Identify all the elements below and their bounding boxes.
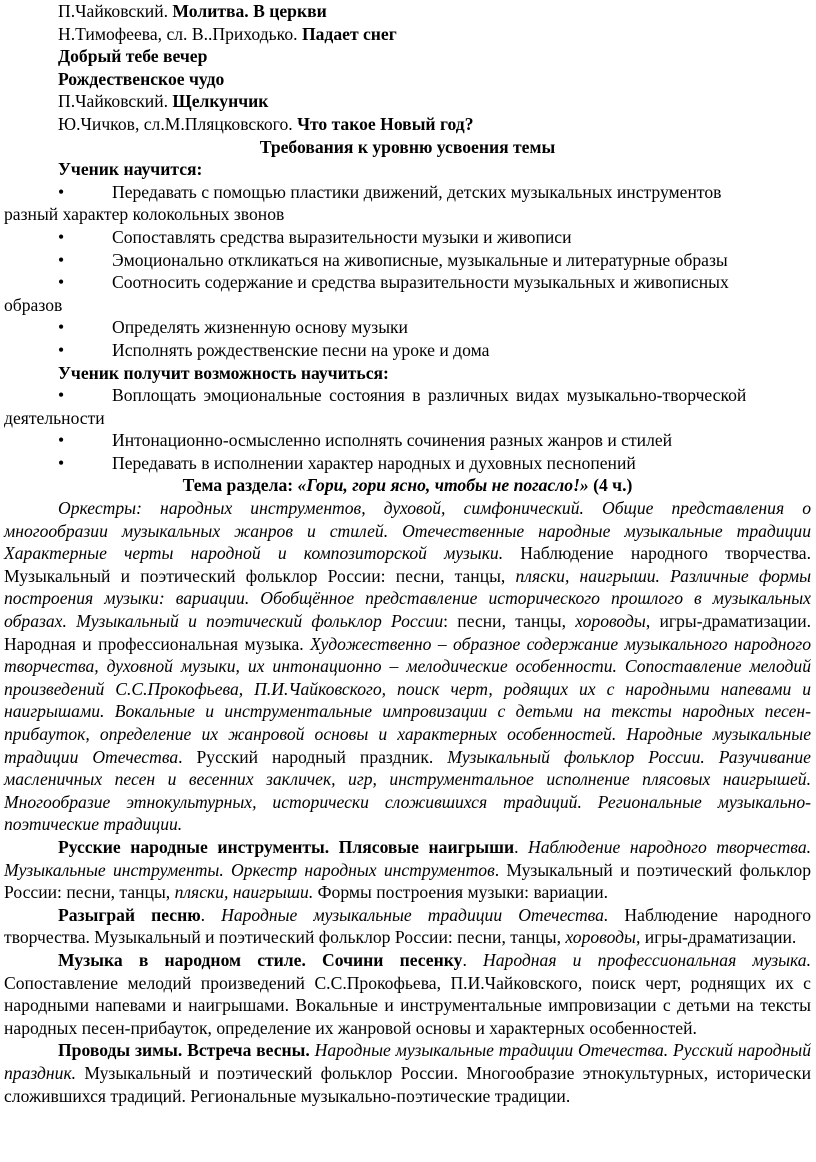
repertoire-list <box>4 0 811 136</box>
text-run: хороводы <box>575 611 646 632</box>
repertoire-item <box>4 68 811 91</box>
text-run: Формы построения музыки: вариации. <box>313 882 609 903</box>
text-run: пляски, наигрыши. <box>174 882 314 903</box>
lesson-title: Русские народные инструменты. Плясовые наигрыши <box>58 836 515 857</box>
repertoire-author: Ю.Чичков, сл.М.Пляцковского. <box>58 113 293 134</box>
lesson-title: Разыграй песню <box>58 904 201 925</box>
list-item: • Соотносить содержание и средства выразительности музыкальных и живописных образов <box>4 272 729 315</box>
lesson-title: Проводы зимы. Встреча весны. <box>58 1040 310 1061</box>
list-item: • Передавать в исполнении характер народных и духовных песнопений <box>58 452 636 473</box>
repertoire-title: Падает снег <box>301 23 397 44</box>
repertoire-title: Добрый тебе вечер <box>58 46 208 67</box>
section-intro-paragraph <box>4 497 811 836</box>
text-run: Народная и профессиональная музыка. <box>483 949 812 970</box>
text-run: , игры-драматизации. Народная и профессиональная музыка. <box>4 611 812 654</box>
repertoire-author: П.Чайковский. <box>58 91 169 112</box>
list-item: • Интонационно-осмысленно исполнять сочинения разных жанров и стилей <box>58 430 673 451</box>
student-learns-list <box>4 181 811 362</box>
text-run: . Музыкальный и поэтический фольклор России: песни, танцы, <box>4 859 812 903</box>
bullet-icon: • <box>58 317 65 338</box>
bullet-icon: • <box>58 272 65 293</box>
repertoire-title: Рождественское чудо <box>58 68 225 89</box>
bullet-icon: • <box>58 339 65 360</box>
text-run: Наблюдение народного творчества. Музыкальные инструменты. Оркестр народных инструментов <box>4 836 812 880</box>
list-item: • Воплощать эмоциональные состояния в различных видах музыкально-творческой деятельности <box>4 385 747 428</box>
repertoire-item <box>4 90 811 113</box>
text-run: Наблюдение народного творчества. Музыкальный и поэтический фольклор России: песни, танцы, <box>4 904 811 948</box>
text-run: игры-драматизации. <box>640 927 797 948</box>
text-run: Художественно – образное содержание музыкального народного творчества, духовной музыки, их интонационно – мелодические особенности. Сопоставление мелодий произведений С.С.Прокофьева, П.И.Чайковского, поиск черт, родящих их с народными напевами и наигрышами. Вокальные и инструментальные импровизации с детьми на тексты народных песен-прибауток, определение их жанровой основы и характерных особенностей. Народные музыкальные традиции Отечества <box>4 633 811 767</box>
student-learns-heading: Ученик научится: <box>58 159 203 180</box>
text-run: пляски, наигрыши. Различные формы построения музыки: вариации. Обобщённое представление исторического прошлого в музыкальных образах. Музыкальный и поэтический фольклор России <box>4 565 811 632</box>
text-run: . <box>462 949 484 970</box>
list-item: • Исполнять рождественские песни на уроке и дома <box>58 339 490 360</box>
list-item: • Передавать с помощью пластики движений, детских музыкальных инструментов разный характер колокольных звонов <box>4 181 722 225</box>
lesson-paragraph <box>4 949 811 1039</box>
text-run: Народные музыкальные традиции Отечества. Русский народный праздник. <box>4 1040 812 1083</box>
text-run: Сопоставление мелодий произведений С.С.Прокофьева, П.И.Чайковского, поиск черт, роднящих их с народными напевами и наигрышами. Вокальные и инструментальные импровизации с детьми на тексты народных песен-прибауток, определение их жанровой основы и характерных особенностей. <box>4 972 811 1038</box>
repertoire-item <box>4 113 811 136</box>
repertoire-author: П.Чайковский. <box>58 1 169 21</box>
text-run: Оркестры: народных инструментов, духовой, симфонический. Общие представления о многообразии музыкальных жанров и стилей. Отечественные народные музыкальные традиции Характерные черты народной и композиторской музыки. <box>4 498 811 564</box>
bullet-icon: • <box>58 249 65 270</box>
list-item: • Сопоставлять средства выразительности музыки и живописи <box>58 226 572 247</box>
repertoire-title: Молитва. В церкви <box>172 1 327 21</box>
text-run: Музыкальный и поэтический фольклор России. Многообразие этнокультурных, исторически сложившихся традиций. Региональные музыкально-поэтические традиции. <box>4 1062 811 1106</box>
bullet-icon: • <box>58 385 65 406</box>
text-run: Народные музыкальные традиции Отечества. <box>221 904 609 925</box>
list-item: • Определять жизненную основу музыки <box>58 317 408 338</box>
text-run: Музыкальный фольклор России. Разучивание масленичных песен и весенних закличек, игр, инструментальное исполнение плясовых наигрышей. Многообразие этнокультурных, исторически сложившихся традиций. Региональные музыкально-поэтические традиции. <box>4 746 811 835</box>
section-heading: Тема раздела: «Гори, гори ясно, чтобы не погасло!» (4 ч.) <box>182 475 633 496</box>
bullet-icon: • <box>58 452 65 473</box>
requirements-heading: Требования к уровню усвоения темы <box>259 136 556 157</box>
text-run: Наблюдение народного творчества. Музыкальный и поэтический фольклор России: песни, танцы, <box>4 543 811 586</box>
text-run: . Русский народный праздник. <box>178 746 448 767</box>
bullet-icon: • <box>58 226 65 247</box>
repertoire-title: Что такое Новый год? <box>297 113 474 134</box>
section-title: «Гори, гори ясно, чтобы не погасло!» <box>297 475 589 496</box>
student-opportunity-heading: Ученик получит возможность научиться: <box>58 362 389 383</box>
lesson-paragraph <box>4 836 811 904</box>
bullet-icon: • <box>58 181 65 202</box>
repertoire-item <box>4 45 811 68</box>
lesson-paragraph <box>4 904 811 949</box>
repertoire-title: Щелкунчик <box>172 91 269 112</box>
list-item: • Эмоционально откликаться на живописные, музыкальные и литературные образы <box>58 249 728 270</box>
student-opportunity-list <box>4 384 811 474</box>
repertoire-item <box>4 0 811 23</box>
text-run: : песни, танцы, <box>443 611 576 632</box>
lesson-title: Музыка в народном стиле. Сочини песенку <box>58 949 463 970</box>
repertoire-author: Н.Тимофеева, сл. В..Приходько. <box>58 23 298 44</box>
lessons-list <box>4 836 811 1107</box>
text-run: . <box>200 904 222 925</box>
lesson-paragraph <box>4 1039 811 1107</box>
repertoire-item <box>4 23 811 46</box>
bullet-icon: • <box>58 430 65 451</box>
text-run: . <box>514 836 529 857</box>
text-run: хороводы, <box>565 927 641 948</box>
